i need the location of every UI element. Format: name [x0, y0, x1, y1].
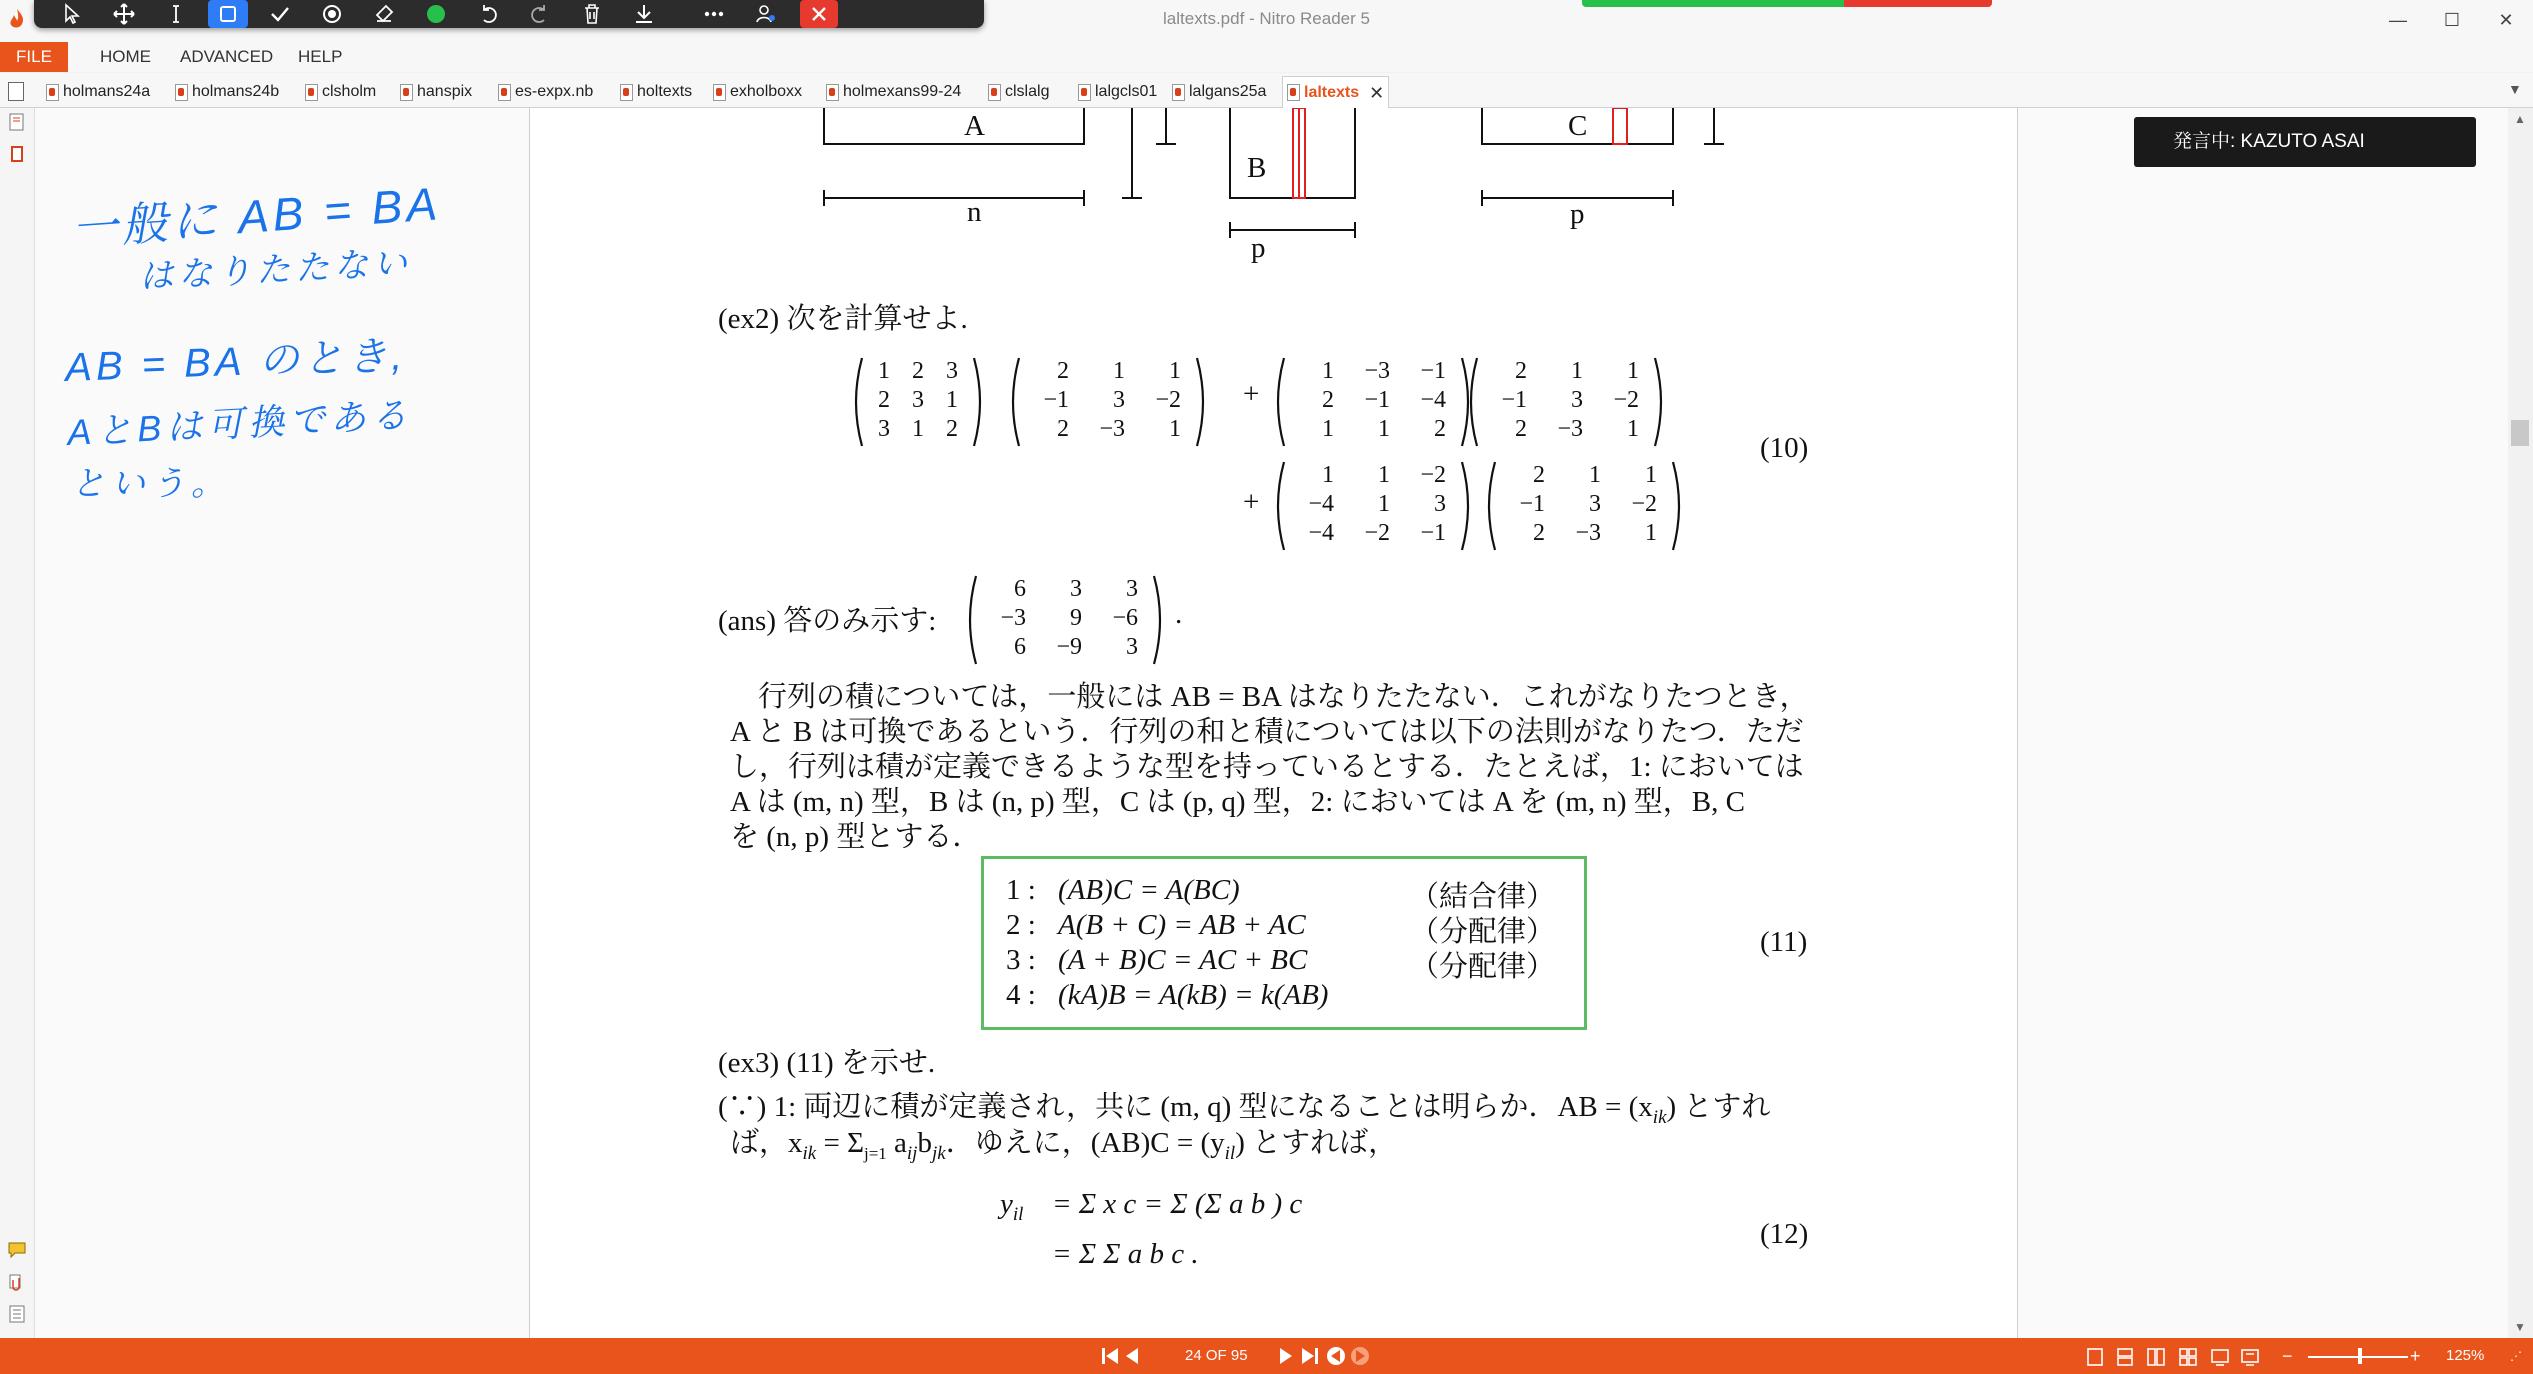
note-line: AB = BA のとき,: [64, 334, 407, 390]
tab-list-chevron-icon[interactable]: ▼: [2508, 81, 2522, 97]
fit-width-button[interactable]: [2240, 1346, 2260, 1368]
note-line: 一般に AB = BA: [69, 177, 443, 255]
matrix-cell: 9: [1070, 605, 1082, 631]
tab-holtexts[interactable]: [620, 78, 692, 106]
matrix-cell: 2: [1057, 358, 1069, 384]
ex2-tag: (ex2): [718, 303, 780, 335]
pdf-icon: [620, 84, 633, 101]
note-line: という。: [71, 465, 231, 503]
tab-label: lalgans25a: [1189, 83, 1267, 100]
last-page-button[interactable]: [1300, 1346, 1318, 1366]
eq12-lhs-var: y: [1000, 1188, 1013, 1220]
matrix-cell: 3: [1434, 491, 1446, 517]
tab-holmans24a[interactable]: [46, 78, 150, 106]
matrix-cell: −2: [1631, 491, 1657, 517]
matrix-cell: 1: [1378, 416, 1390, 442]
tab-label: hanspix: [417, 83, 473, 100]
matrix-m2: [1007, 356, 1209, 448]
matrix-cell: 1: [1645, 462, 1657, 488]
proof-text: = Σ: [816, 1127, 864, 1159]
page-indicator[interactable]: 24 OF 95: [1185, 1347, 1248, 1364]
next-page-button[interactable]: [1278, 1346, 1296, 1366]
tab-label: lalgcls01: [1095, 83, 1158, 100]
bookmark-panel-icon[interactable]: [7, 112, 27, 132]
facing-view-button[interactable]: [2146, 1346, 2166, 1368]
matrix-cell: 3: [1126, 576, 1138, 602]
window-title: laltexts.pdf - Nitro Reader 5: [1163, 9, 1370, 28]
matrix-m4: [1465, 356, 1667, 448]
paragraph-line: を (n, p) 型とする．: [730, 821, 982, 853]
scroll-thumb[interactable]: [2511, 420, 2529, 446]
law-number: 4 :: [1006, 979, 1036, 1011]
eq12-lhs: [1000, 1188, 1023, 1226]
tab-lalgans25a[interactable]: [1172, 78, 1266, 106]
ex3-text: (11) を示せ.: [786, 1047, 936, 1079]
law-expression: (AB)C = A(BC): [1058, 874, 1240, 906]
matrix-cell: 3: [1070, 576, 1082, 602]
matrix-answer: [964, 574, 1166, 666]
law-expression: (kA)B = A(kB) = k(AB): [1058, 979, 1329, 1011]
scroll-up-icon[interactable]: ▲: [2514, 112, 2526, 126]
menu-help[interactable]: HELP: [298, 47, 343, 66]
matrix-cell: −4: [1420, 387, 1446, 413]
matrix-cell: −3: [1000, 605, 1026, 631]
proof-text: b: [917, 1127, 932, 1159]
matrix-cell: 1: [1322, 462, 1334, 488]
left-sidebar-strip: [0, 108, 35, 1338]
matrix-cell: −9: [1056, 634, 1082, 660]
maximize-button[interactable]: ☐: [2443, 10, 2461, 30]
tab-label: holmans24b: [192, 83, 280, 100]
pdf-icon: [1287, 84, 1300, 101]
continuous-view-button[interactable]: [2116, 1346, 2136, 1368]
ans-label: [718, 598, 936, 639]
law-number: 3 :: [1006, 944, 1036, 976]
eq12-row1: = Σ x c = Σ (Σ a b ) c: [1052, 1188, 1303, 1220]
matrix-cell: 6: [1014, 576, 1026, 602]
law-number: 2 :: [1006, 909, 1036, 941]
proof-text: ば，x: [730, 1127, 803, 1159]
diagram-label-c: C: [1568, 110, 1588, 142]
ans-tag: (ans): [718, 605, 776, 637]
paragraph-line: A と B は可換であるという．行列の和と積については以下の法則がなりたつ．ただ: [730, 716, 1804, 748]
pdf-page: [530, 108, 2018, 1338]
matrix-cell: 1: [1645, 520, 1657, 546]
matrix-cell: 1: [1169, 358, 1181, 384]
eq12-lhs-sub: il: [1012, 1203, 1024, 1225]
matrix-m5: [1272, 460, 1474, 552]
law-number: 1 :: [1006, 874, 1036, 906]
first-page-button[interactable]: [1102, 1346, 1120, 1366]
law-name: （結合律）: [1410, 881, 1556, 913]
ex3-label: [718, 1040, 935, 1081]
paragraph-line: し，行列は積が定義できるような型を持っているとする．たとえば，1: においては: [730, 751, 1804, 783]
ex3-tag: (ex3): [718, 1047, 780, 1079]
matrix-cell: −1: [1519, 491, 1545, 517]
matrix-cell: 1: [1378, 462, 1390, 488]
speaker-banner: 発言中: KAZUTO ASAI: [2134, 117, 2476, 167]
tab-label: exholboxx: [730, 83, 803, 100]
paragraph-line: 行列の積については，一般には AB = BA はなりたたない．これがなりたつとき，: [758, 681, 1809, 713]
output-icon[interactable]: [7, 1304, 27, 1324]
matrix-m1: [850, 356, 986, 448]
tab-lalgcls01[interactable]: [1078, 78, 1157, 106]
menu-home[interactable]: HOME: [100, 47, 151, 66]
matrix-cell: −2: [1155, 387, 1181, 413]
plus-sign: +: [1243, 486, 1260, 518]
matrix-cell: 1: [1322, 416, 1334, 442]
matrix-cell: 1: [878, 358, 890, 384]
pdf-icon: [46, 84, 59, 101]
tab-label: clsholm: [322, 83, 377, 100]
vertical-scrollbar[interactable]: [2508, 108, 2533, 1338]
tab-holmans24b[interactable]: [175, 78, 279, 106]
diagram-label-b: B: [1247, 152, 1267, 184]
tab-clslalg[interactable]: [988, 78, 1049, 106]
tab-label: holtexts: [637, 83, 693, 100]
matrix-cell: 2: [946, 416, 958, 442]
proof-sub: j=1: [863, 1143, 887, 1163]
note-line: AとBは可換である: [66, 393, 413, 453]
plus-sign: +: [1243, 378, 1260, 410]
proof-sub: ik: [802, 1142, 817, 1164]
matrix-cell: −4: [1308, 491, 1334, 517]
resize-grip-icon: ⋰: [2510, 1349, 2522, 1363]
matrix-m6: [1483, 460, 1685, 552]
matrix-cell: 1: [912, 416, 924, 442]
matrix-cell: 2: [912, 358, 924, 384]
pdf-icon: [400, 84, 413, 101]
proof-text: ) とすれば，: [1235, 1127, 1398, 1159]
matrix-cell: 2: [1322, 387, 1334, 413]
share-indicator-red: [1844, 0, 1992, 7]
matrix-cell: 2: [1533, 520, 1545, 546]
law-name: （分配律）: [1410, 916, 1556, 948]
zoom-in-button[interactable]: +: [2410, 1346, 2421, 1366]
ex2-text: 次を計算せよ.: [786, 303, 968, 335]
matrix-cell: −3: [1099, 416, 1125, 442]
matrix-cell: 3: [946, 358, 958, 384]
tab-holmexans99-24[interactable]: [826, 78, 961, 106]
tab-label: holmans24a: [63, 83, 151, 100]
diagram-dim-p: p: [1570, 198, 1585, 230]
document-tabs: [0, 73, 2533, 108]
tab-label: holmexans99-24: [843, 83, 962, 100]
eq-number-12: (12): [1760, 1218, 1809, 1250]
pages-panel-icon[interactable]: [7, 144, 27, 164]
ribbon-menu: [0, 42, 2533, 72]
paragraph-line: A は (m, n) 型，B は (n, p) 型，C は (p, q) 型，2: においては A を (m, n) 型，B, C: [730, 786, 1745, 818]
matrix-cell: 2: [878, 387, 890, 413]
pdf-icon: [1078, 84, 1091, 101]
tab-exholboxx[interactable]: [713, 78, 802, 106]
next-view-button[interactable]: [1350, 1346, 1370, 1366]
proof-text: (∵) 1: 両辺に積が定義され，共に (m, q) 型になることは明らか．AB = (x: [718, 1091, 1653, 1123]
matrix-cell: 3: [1589, 491, 1601, 517]
tab-label: clslalg: [1005, 83, 1050, 100]
matrix-cell: 1: [1627, 358, 1639, 384]
ex2-label: [718, 296, 968, 337]
eq-number-10: (10): [1760, 432, 1809, 464]
right-panel: [2018, 108, 2508, 1338]
share-indicator-green: [1582, 0, 1844, 7]
matrix-m3: [1272, 356, 1474, 448]
pdf-icon: [826, 84, 839, 101]
attachments-icon[interactable]: [7, 1272, 27, 1292]
proof-sub: ij: [906, 1142, 918, 1164]
matrix-cell: −3: [1364, 358, 1390, 384]
matrix-shape-diagram: [530, 108, 2017, 278]
matrix-cell: 3: [878, 416, 890, 442]
diagram-label-a: A: [964, 110, 985, 142]
eq12-row2: = Σ Σ a b c .: [1052, 1238, 1199, 1270]
matrix-cell: 3: [912, 387, 924, 413]
matrix-cell: 1: [1322, 358, 1334, 384]
matrix-cell: 1: [1571, 358, 1583, 384]
matrix-cell: −3: [1557, 416, 1583, 442]
page-icon[interactable]: [8, 82, 24, 101]
matrix-cell: −4: [1308, 520, 1334, 546]
matrix-cell: 3: [1126, 634, 1138, 660]
status-bar: [0, 1338, 2533, 1374]
tab-laltexts[interactable]: [1282, 76, 1389, 108]
matrix-cell: 2: [1434, 416, 1446, 442]
tab-label: laltexts: [1304, 83, 1360, 101]
eq-number-11: (11): [1760, 926, 1808, 958]
matrix-cell: 1: [946, 387, 958, 413]
matrix-cell: 1: [1378, 491, 1390, 517]
single-page-view-button[interactable]: [2086, 1346, 2106, 1368]
menu-file[interactable]: FILE: [0, 42, 68, 72]
diagram-dim-n: n: [967, 196, 982, 228]
matrix-cell: −3: [1575, 520, 1601, 546]
minimize-button[interactable]: —: [2389, 10, 2407, 30]
comments-icon[interactable]: [7, 1240, 27, 1260]
proof-sub: il: [1224, 1142, 1236, 1164]
proof-text: ．ゆえに，(AB)C = (y: [945, 1127, 1225, 1159]
pdf-icon: [498, 84, 511, 101]
matrix-cell: 1: [1589, 462, 1601, 488]
zoom-level[interactable]: 125%: [2446, 1347, 2485, 1364]
matrix-cell: 1: [1169, 416, 1181, 442]
matrix-cell: −1: [1364, 387, 1390, 413]
tab-label: es-expx.nb: [515, 83, 594, 100]
proof-sub: ik: [1652, 1106, 1667, 1128]
pdf-icon: [713, 84, 726, 101]
diagram-dim-p: p: [1251, 232, 1266, 264]
pdf-icon: [988, 84, 1001, 101]
view-mode-icons: [2086, 1347, 2266, 1367]
matrix-cell: −2: [1420, 462, 1446, 488]
matrix-cell: −2: [1613, 387, 1639, 413]
matrix-cell: 3: [1571, 387, 1583, 413]
zoom-slider-handle[interactable]: [2358, 1348, 2362, 1364]
ans-text: 答のみ示す:: [783, 605, 937, 637]
note-line: はなりたたない: [138, 243, 413, 297]
tab-es-expx[interactable]: [498, 78, 593, 106]
tab-clsholm[interactable]: [305, 78, 376, 106]
law-expression: A(B + C) = AB + AC: [1058, 909, 1306, 941]
full-screen-button[interactable]: [2210, 1346, 2230, 1368]
matrix-cell: 2: [1057, 416, 1069, 442]
close-tab-icon[interactable]: ✕: [1369, 82, 1385, 103]
matrix-cell: 1: [1113, 358, 1125, 384]
tab-hanspix[interactable]: [400, 78, 472, 106]
close-button[interactable]: ✕: [2498, 10, 2514, 30]
matrix-cell: 2: [1515, 416, 1527, 442]
matrix-cell: 2: [1515, 358, 1527, 384]
pdf-icon: [175, 84, 188, 101]
proof-line: [730, 1120, 1397, 1165]
matrix-cell: −1: [1420, 358, 1446, 384]
law-expression: (A + B)C = AC + BC: [1058, 944, 1308, 976]
matrix-cell: −1: [1501, 387, 1527, 413]
previous-page-button[interactable]: [1124, 1346, 1142, 1366]
proof-sub: jk: [931, 1142, 946, 1164]
title-bar: [0, 0, 2533, 42]
zoom-out-button[interactable]: −: [2282, 1346, 2293, 1366]
facing-continuous-view-button[interactable]: [2178, 1346, 2198, 1368]
matrix-cell: −1: [1043, 387, 1069, 413]
pdf-icon: [305, 84, 318, 101]
pdf-icon: [1172, 84, 1185, 101]
ans-period: .: [1175, 598, 1183, 630]
matrix-cell: 3: [1113, 387, 1125, 413]
proof-text: a: [886, 1127, 907, 1159]
matrix-cell: −2: [1364, 520, 1390, 546]
handwritten-notes-panel: [35, 108, 530, 1338]
menu-advanced[interactable]: ADVANCED: [180, 47, 274, 66]
matrix-cell: 6: [1014, 634, 1026, 660]
scroll-down-icon[interactable]: ▼: [2514, 1320, 2526, 1334]
proof-text: ) とすれ: [1666, 1091, 1771, 1123]
matrix-cell: 1: [1627, 416, 1639, 442]
previous-view-button[interactable]: [1326, 1346, 1346, 1366]
matrix-cell: −6: [1112, 605, 1138, 631]
matrix-cell: −1: [1420, 520, 1446, 546]
law-name: （分配律）: [1410, 951, 1556, 983]
matrix-cell: 2: [1533, 462, 1545, 488]
